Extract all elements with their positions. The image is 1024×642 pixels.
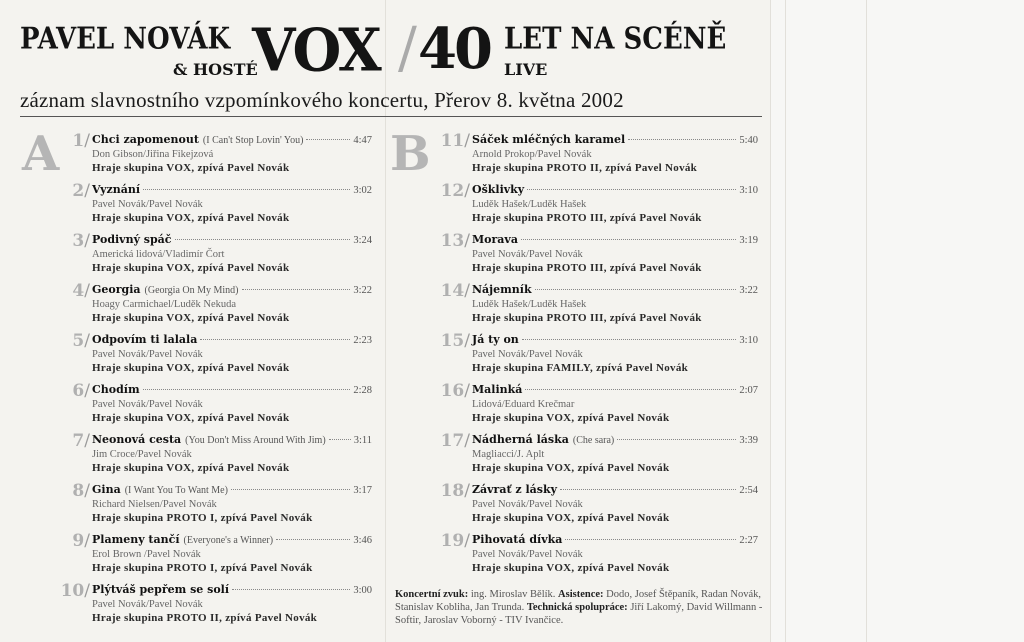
dot-leader [329,439,351,440]
track-title: Závrať z lásky [472,483,557,496]
track-number-value: 15 [440,331,465,351]
track-duration: 3:10 [739,185,758,196]
track-number-value: 19 [440,531,465,551]
track-performers: Hraje skupina PROTO II, zpívá Pavel Novák [92,612,318,624]
track-title-line [92,533,372,548]
track-slash: / [84,381,90,401]
track-duration: 3:17 [353,485,372,496]
track-performers: Hraje skupina PROTO II, zpívá Pavel Novák [472,162,698,174]
guests-label: & HOSTÉ [173,60,258,79]
track-authors: Pavel Novák/Pavel Novák [92,349,203,360]
track-title: Já ty on [472,333,519,346]
track-authors: Magliacci/J. Aplt [472,449,545,460]
track-number-value: 8 [72,481,85,501]
track-performers: Hraje skupina VOX, zpívá Pavel Novák [92,362,290,374]
track-item [440,431,758,483]
track-title: Pihovatá dívka [472,533,563,546]
track-title-line [472,383,758,398]
track-authors: Lidová/Eduard Krečmar [472,399,575,410]
dot-leader [200,339,350,340]
dot-leader [565,539,736,540]
track-slash: / [84,181,90,201]
fold-line [866,0,867,642]
track-number [72,131,90,151]
track-performers: Hraje skupina VOX, zpívá Pavel Novák [92,162,290,174]
track-title: Plameny tančí [92,533,180,546]
track-title: Morava [472,233,518,246]
track-performers: Hraje skupina VOX, zpívá Pavel Novák [92,212,290,224]
track-original-title: (You Don't Miss Around With Jim) [185,435,326,446]
track-duration: 3:00 [353,585,372,596]
track-duration: 2:54 [739,485,758,496]
fold-line [770,0,771,642]
track-performers: Hraje skupina VOX, zpívá Pavel Novák [472,462,670,474]
sound-label: Koncertní zvuk: [395,589,469,600]
dot-leader [560,489,736,490]
track-item [72,331,372,383]
inlay-spine-panel [770,0,1024,642]
track-number-value: 3 [72,231,85,251]
track-number [441,131,470,151]
track-title-line [92,383,372,398]
track-authors: Luděk Hašek/Luděk Hašek [472,199,587,210]
dot-leader [527,189,736,190]
dot-leader [175,239,351,240]
track-duration: 2:27 [739,535,758,546]
track-title-line [472,233,758,248]
track-title-line [472,533,758,548]
track-authors: Jim Croce/Pavel Novák [92,449,192,460]
track-number-value: 13 [440,231,465,251]
track-slash: / [464,381,470,401]
track-slash: / [84,131,90,151]
track-authors: Pavel Novák/Pavel Novák [472,499,583,510]
track-slash: / [464,181,470,201]
track-item [60,581,372,633]
dot-leader [276,539,350,540]
header-divider [20,116,762,117]
track-item [72,181,372,233]
track-number-value: 16 [440,381,465,401]
track-slash: / [84,231,90,251]
band-name: VOX [252,15,380,86]
track-title-line [472,283,758,298]
track-number [441,531,470,551]
track-slash: / [84,331,90,351]
track-duration: 3:10 [739,335,758,346]
track-performers: Hraje skupina FAMILY, zpívá Pavel Novák [472,362,689,374]
track-duration: 4:47 [353,135,372,146]
track-authors: Pavel Novák/Pavel Novák [472,349,583,360]
live-label: LIVE [504,60,548,79]
track-title: Chodím [92,383,140,396]
track-title-line [472,133,758,148]
track-item [440,381,758,433]
track-title-line [472,433,758,448]
track-number-value: 6 [72,381,85,401]
track-number [72,331,90,351]
track-number [441,381,470,401]
album-subtitle: záznam slavnostního vzpomínkového koncertu, Přerov 8. května 2002 [20,88,624,112]
dot-leader [521,239,736,240]
track-number [441,281,470,301]
track-performers: Hraje skupina VOX, zpívá Pavel Novák [92,412,290,424]
track-number [72,281,90,301]
track-title: Malinká [472,383,523,396]
track-title: Ošklivky [472,183,525,196]
event-title: LET NA SCÉNĚ [504,22,727,57]
track-number [61,581,90,601]
side-a-tracklist [60,131,372,633]
track-number [72,181,90,201]
track-original-title: (I Can't Stop Lovin' You) [202,135,304,146]
track-item [440,131,758,183]
track-number-value: 10 [60,581,85,601]
track-slash: / [464,481,470,501]
track-original-title: (Georgia On My Mind) [144,285,239,296]
track-number [72,531,90,551]
side-b-label: B [390,126,431,182]
dot-leader [617,439,736,440]
track-number [72,231,90,251]
track-authors: Pavel Novák/Pavel Novák [92,599,203,610]
track-number-value: 17 [440,431,465,451]
track-item [72,381,372,433]
track-title-line [92,133,372,148]
track-performers: Hraje skupina VOX, zpívá Pavel Novák [472,562,670,574]
production-credits [395,588,763,627]
track-authors: Pavel Novák/Pavel Novák [92,399,203,410]
track-title: Georgia [92,283,141,296]
track-title: Chci zapomenout [92,133,199,146]
track-performers: Hraje skupina VOX, zpívá Pavel Novák [92,312,290,324]
track-duration: 3:19 [739,235,758,246]
track-duration: 3:22 [739,285,758,296]
track-number [72,381,90,401]
track-duration: 3:22 [353,285,372,296]
track-performers: Hraje skupina PROTO III, zpívá Pavel Novák [472,262,702,274]
track-title: Vyznání [92,183,141,196]
dot-leader [525,389,736,390]
track-title-line [92,583,372,598]
dot-leader [522,339,737,340]
track-number-value: 1 [72,131,85,151]
track-title-line [92,333,372,348]
track-title: Nájemník [472,283,532,296]
track-number-value: 11 [440,131,465,151]
anniversary-number: 40 [418,16,490,82]
track-number-value: 4 [72,281,85,301]
track-authors: Luděk Hašek/Luděk Hašek [472,299,587,310]
track-slash: / [464,331,470,351]
track-authors: Americká lidová/Vladimír Čort [92,249,225,260]
track-title-line [92,183,372,198]
track-number-value: 14 [440,281,465,301]
track-number-value: 9 [72,531,85,551]
sound-names: ing. Miroslav Bělík. [468,589,559,600]
track-authors: Richard Nielsen/Pavel Novák [92,499,217,510]
dot-leader [535,289,737,290]
track-authors: Pavel Novák/Pavel Novák [92,199,203,210]
track-title: Odpovím ti lalala [92,333,198,346]
track-authors: Don Gibson/Jiřina Fikejzová [92,149,214,160]
track-performers: Hraje skupina VOX, zpívá Pavel Novák [92,262,290,274]
track-item [440,531,758,583]
track-original-title: (Everyone's a Winner) [183,535,274,546]
track-title: Sáček mléčných karamel [472,133,626,146]
track-item [72,231,372,283]
track-duration: 2:28 [353,385,372,396]
track-title-line [472,333,758,348]
side-a-label: A [22,126,60,182]
track-duration: 2:23 [353,335,372,346]
assist-names: Dodo, Josef Štěpaník, Radan Novák, Stanislav Kobliha, Jan Trunda. [395,589,762,613]
track-slash: / [84,481,90,501]
track-number [441,181,470,201]
track-performers: Hraje skupina PROTO III, zpívá Pavel Novák [472,212,702,224]
track-performers: Hraje skupina VOX, zpívá Pavel Novák [472,412,670,424]
track-item [72,281,372,333]
track-duration: 3:24 [353,235,372,246]
track-slash: / [84,581,90,601]
track-number [441,481,470,501]
track-slash: / [84,281,90,301]
track-title-line [472,483,758,498]
track-duration: 3:02 [353,185,372,196]
tech-names: Jiří Lakomý, David Willmann - Softir, Jaroslav Voborný - TIV Ivančice. [395,602,763,626]
assist-label: Asistence: [558,589,604,600]
side-b-tracklist [440,131,758,583]
track-number [441,431,470,451]
dot-leader [242,289,351,290]
track-authors: Arnold Prokop/Pavel Novák [472,149,592,160]
track-title-line [92,283,372,298]
track-title: Neonová cesta [92,433,182,446]
track-number [441,231,470,251]
track-performers: Hraje skupina PROTO I, zpívá Pavel Novák [92,512,313,524]
track-performers: Hraje skupina PROTO III, zpívá Pavel Novák [472,312,702,324]
track-slash: / [464,281,470,301]
track-number-value: 18 [440,481,465,501]
track-original-title: (Che sara) [572,435,615,446]
track-title: Plýtváš pepřem se solí [92,583,230,596]
track-original-title: (I Want You To Want Me) [124,485,228,496]
track-duration: 5:40 [739,135,758,146]
artist-name: PAVEL NOVÁK [20,22,231,57]
track-slash: / [464,531,470,551]
track-title: Gina [92,483,121,496]
track-slash: / [464,231,470,251]
track-authors: Hoagy Carmichael/Luděk Nekuda [92,299,237,310]
track-duration: 3:11 [353,435,372,446]
track-title-line [92,233,372,248]
dot-leader [306,139,350,140]
tech-label: Technická spolupráce: [526,602,628,613]
track-slash: / [464,431,470,451]
track-performers: Hraje skupina VOX, zpívá Pavel Novák [92,462,290,474]
dot-leader [628,139,736,140]
dot-leader [231,489,350,490]
track-slash: / [464,131,470,151]
title-slash: / [398,16,417,81]
track-performers: Hraje skupina VOX, zpívá Pavel Novák [472,512,670,524]
fold-line [785,0,786,642]
track-duration: 2:07 [739,385,758,396]
track-number [441,331,470,351]
track-authors: Pavel Novák/Pavel Novák [472,549,583,560]
dot-leader [232,589,350,590]
track-number-value: 12 [440,181,465,201]
track-title-line [472,183,758,198]
track-item [72,131,372,183]
track-item [440,231,758,283]
track-authors: Erol Brown /Pavel Novák [92,549,201,560]
track-item [72,481,372,533]
dot-leader [143,389,351,390]
track-number-value: 5 [72,331,85,351]
track-slash: / [84,431,90,451]
track-item [72,531,372,583]
track-duration: 3:46 [353,535,372,546]
track-number-value: 2 [72,181,85,201]
track-item [440,281,758,333]
track-title-line [92,433,372,448]
track-item [440,181,758,233]
track-slash: / [84,531,90,551]
track-authors: Pavel Novák/Pavel Novák [472,249,583,260]
track-title: Podivný spáč [92,233,172,246]
album-title [20,15,770,88]
track-number-value: 7 [72,431,85,451]
track-item [440,331,758,383]
track-item [72,431,372,483]
track-duration: 3:39 [739,435,758,446]
track-performers: Hraje skupina PROTO I, zpívá Pavel Novák [92,562,313,574]
track-item [440,481,758,533]
track-title-line [92,483,372,498]
track-number [72,431,90,451]
track-title: Nádherná láska [472,433,569,446]
track-number [72,481,90,501]
dot-leader [143,189,350,190]
